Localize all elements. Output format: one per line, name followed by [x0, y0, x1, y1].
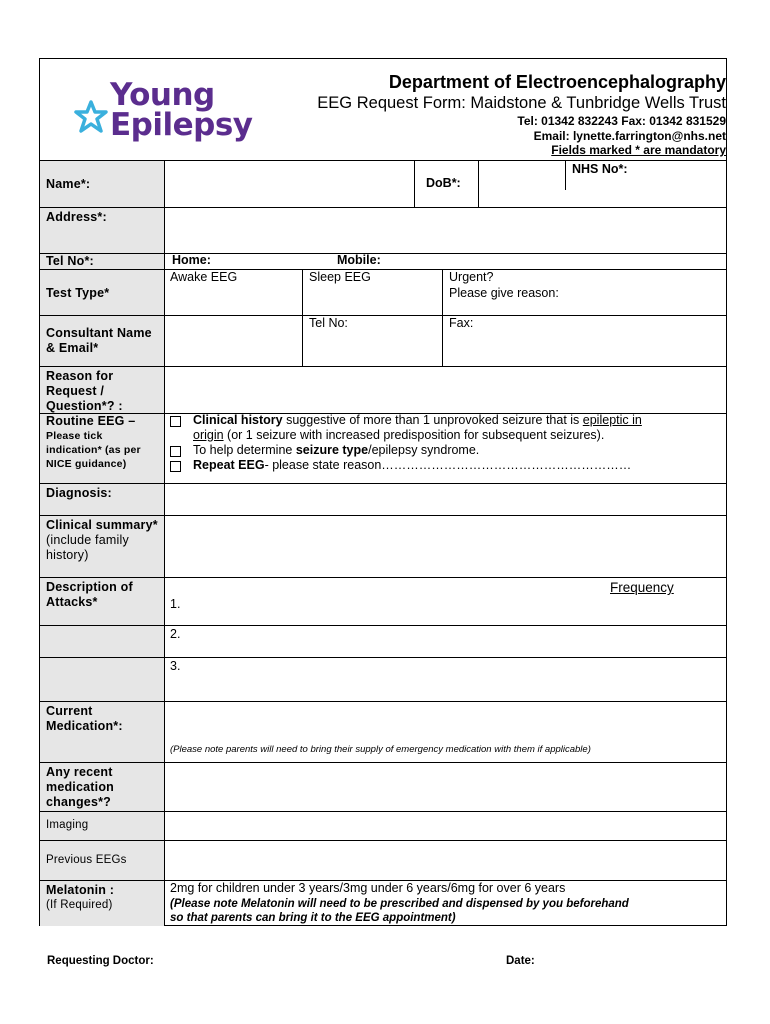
home-label: Home: — [172, 253, 211, 267]
attack-1-label: 1. — [170, 597, 181, 611]
routine-eeg-label: Routine EEG – Please tick indication* (as per NICE guidance) — [40, 413, 164, 483]
current-medication-label: Current Medication*: — [40, 701, 164, 762]
clinical-summary-input[interactable] — [166, 517, 724, 575]
repeat-eeg-checkbox[interactable] — [170, 461, 181, 472]
description-label: Description of Attacks* — [40, 577, 164, 625]
attack-3-label: 3. — [170, 659, 181, 673]
address-input[interactable] — [166, 209, 724, 251]
diagnosis-input[interactable] — [166, 485, 724, 513]
name-label: Name*: — [40, 160, 164, 207]
contact-email: Email: lynette.farrington@nhs.net — [533, 129, 726, 143]
dob-input[interactable] — [480, 162, 564, 205]
logo-word-epilepsy: Epilepsy — [110, 107, 253, 143]
logo-word-young: Young — [110, 77, 215, 113]
urgent-reason-label: Please give reason: — [449, 286, 559, 300]
dob-label: DoB*: — [426, 176, 461, 190]
department-title: Department of Electroencephalography — [388, 72, 726, 92]
seizure-type-checkbox[interactable] — [170, 446, 181, 457]
diagnosis-label: Diagnosis: — [40, 483, 164, 515]
medication-note: (Please note parents will need to bring their supply of emergency medication with them if applicable) — [170, 744, 591, 755]
mobile-label: Mobile: — [337, 253, 381, 267]
seizure-type-text: To help determine seizure type/epilepsy syndrome. — [193, 443, 480, 457]
imaging-label: Imaging — [40, 811, 164, 840]
date-label: Date: — [506, 955, 535, 967]
consultant-input[interactable] — [166, 317, 300, 364]
nhs-input[interactable] — [567, 176, 725, 190]
mandatory-note: Fields marked * are mandatory — [551, 143, 726, 157]
attack-3-label-cell — [40, 657, 164, 701]
star-icon — [74, 100, 108, 134]
consultant-fax-label: Fax: — [449, 316, 474, 330]
routine-note: Please tick indication* (as per NICE guidance) — [46, 430, 141, 470]
recent-changes-input[interactable] — [166, 764, 724, 809]
imaging-input[interactable] — [166, 813, 724, 838]
melatonin-label: Melatonin : (If Required) — [40, 880, 164, 926]
test-type-label: Test Type* — [40, 269, 164, 315]
consultant-tel-label: Tel No: — [309, 316, 348, 330]
consultant-label: Consultant Name & Email* — [40, 315, 164, 366]
tel-label: Tel No*: — [40, 253, 164, 269]
frequency-label: Frequency — [610, 580, 674, 595]
requesting-doctor-label: Requesting Doctor: — [47, 955, 154, 967]
reason-input[interactable] — [166, 368, 724, 411]
previous-eegs-label: Previous EEGs — [40, 840, 164, 880]
contact-tel-fax: Tel: 01342 832243 Fax: 01342 831529 — [517, 114, 726, 128]
sleep-eeg-option[interactable]: Sleep EEG — [309, 270, 371, 284]
clinical-history-checkbox[interactable] — [170, 416, 181, 427]
logo — [74, 78, 274, 142]
address-label: Address*: — [40, 207, 164, 253]
melatonin-dose: 2mg for children under 3 years/3mg under 6 years/6mg for over 6 years — [170, 881, 566, 895]
urgent-label: Urgent? — [449, 270, 494, 284]
clinical-summary-label: Clinical summary* (include family history) — [40, 515, 164, 577]
repeat-eeg-text: Repeat EEG- please state reason…………………………………………………… — [193, 458, 632, 472]
awake-eeg-option[interactable]: Awake EEG — [170, 270, 238, 284]
attack-2-label-cell — [40, 625, 164, 657]
clinical-history-text: Clinical history suggestive of more than 1 unprovoked seizure that is epileptic in — [193, 413, 642, 427]
melatonin-note-1: (Please note Melatonin will need to be prescribed and dispensed by you beforehand — [170, 898, 629, 910]
recent-changes-label: Any recent medication changes*? — [40, 762, 164, 811]
attack-2-label: 2. — [170, 627, 181, 641]
nhs-label: NHS No*: — [572, 162, 628, 176]
name-input[interactable] — [166, 162, 412, 205]
reason-label: Reason for Request / Question*? : — [40, 366, 164, 413]
melatonin-note-2: so that parents can bring it to the EEG appointment) — [170, 912, 456, 924]
previous-eegs-input[interactable] — [166, 842, 724, 878]
form-title: EEG Request Form: Maidstone & Tunbridge Wells Trust — [317, 94, 726, 112]
clinical-history-text-2: origin (or 1 seizure with increased predisposition for subsequent seizures). — [193, 428, 605, 442]
